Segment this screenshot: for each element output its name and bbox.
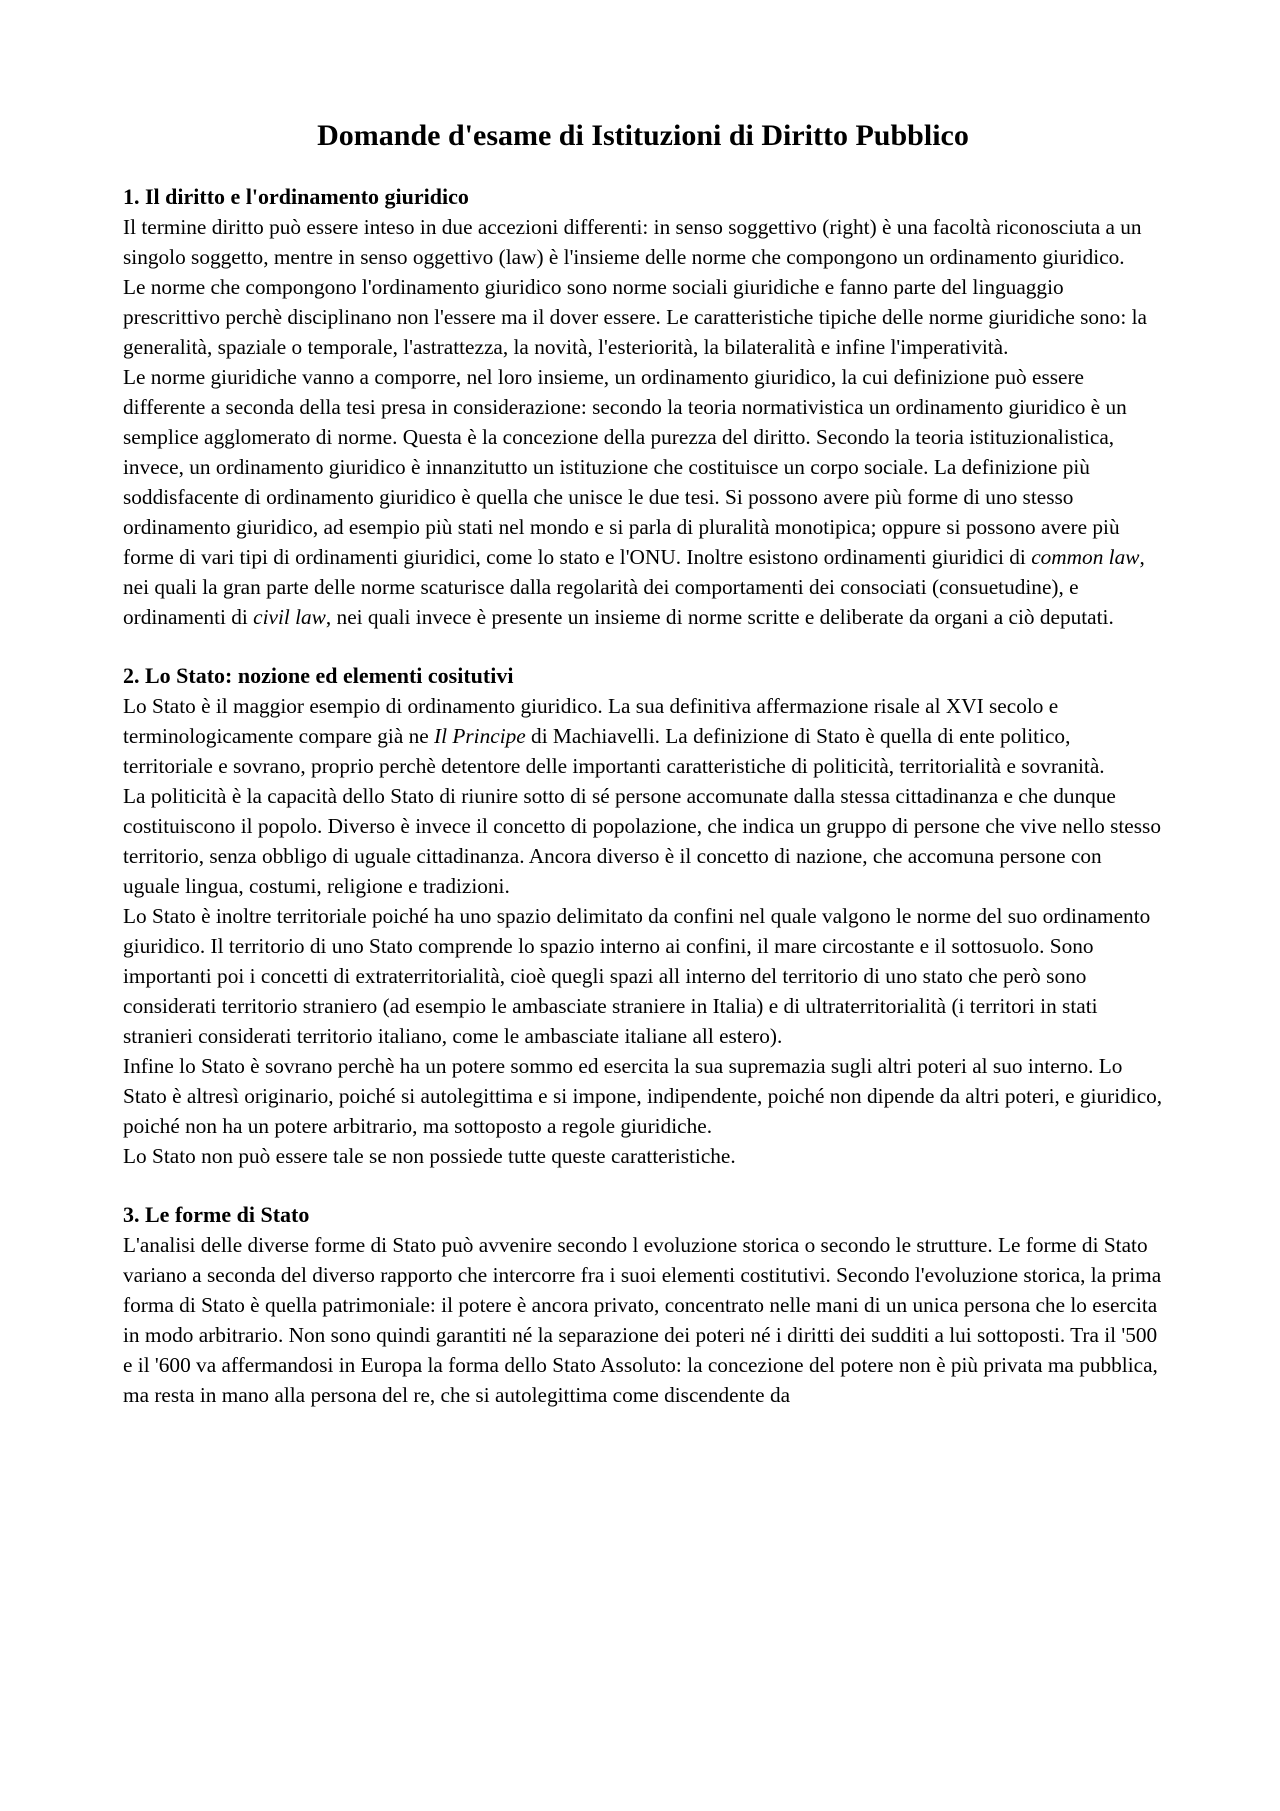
paragraph <box>123 212 1163 272</box>
text-run: Le norme giuridiche vanno a comporre, nel loro insieme, un ordinamento giuridico, la cui definizione può essere differente a seconda della tesi presa in considerazione: secondo la teoria normativistica un ordinamento giuridico è un semplice agglomerato di norme. Questa è la concezione della purezza del diritto. Secondo la teoria istituzionalistica, invece, un ordinamento giuridico è innanzitutto un istituzione che costituisce un corpo sociale. La definizione più soddisfacente di ordinamento giuridico è quella che unisce le due tesi. Si possono avere più forme di uno stesso ordinamento giuridico, ad esempio più stati nel mondo e si parla di pluralità monotipica; oppure si possono avere più forme di vari tipi di ordinamenti giuridici, come lo stato e l'ONU. Inoltre esistono ordinamenti giuridici di <box>123 365 1127 569</box>
paragraph <box>123 901 1163 1051</box>
paragraph <box>123 781 1163 901</box>
paragraph <box>123 1230 1163 1410</box>
paragraph <box>123 362 1163 632</box>
section-2 <box>123 661 1163 1171</box>
text-run: Le norme che compongono l'ordinamento giuridico sono norme sociali giuridiche e fanno parte del linguaggio prescrittivo perchè disciplinano non l'essere ma il dover essere. Le caratteristiche tipiche delle norme giuridiche sono: la generalità, spaziale o temporale, l'astrattezza, la novità, l'esteriorità, la bilateralità e infine l'imperatività. <box>123 275 1147 359</box>
paragraph <box>123 691 1163 781</box>
text-run: Infine lo Stato è sovrano perchè ha un potere sommo ed esercita la sua supremazia sugli altri poteri al suo interno. Lo Stato è altresì originario, poiché si autolegittima e si impone, indipendente, poiché non dipende da altri poteri, e giuridico, poiché non ha un potere arbitrario, ma sottoposto a regole giuridiche. <box>123 1054 1163 1138</box>
text-run: Lo Stato è inoltre territoriale poiché ha uno spazio delimitato da confini nel quale valgono le norme del suo ordinamento giuridico. Il territorio di uno Stato comprende lo spazio interno ai confini, il mare circostante e il sottosuolo. Sono importanti poi i concetti di extraterritorialità, cioè quegli spazi all interno del territorio di uno stato che però sono considerati territorio straniero (ad esempio le ambasciate straniere in Italia) e di ultraterritorialità (i territori in stati stranieri considerati territorio italiano, come le ambasciate italiane all estero). <box>123 904 1151 1048</box>
italic-title: Il Principe <box>434 724 526 748</box>
paragraph <box>123 1141 1163 1171</box>
paragraph <box>123 272 1163 362</box>
text-run: , nei quali invece è presente un insieme di norme scritte e deliberate da organi a ciò deputati. <box>325 605 1114 629</box>
text-run: di Machiavelli. La definizione di Stato è quella di ente politico, territoriale e sovrano, proprio perchè detentore delle importanti caratteristiche di politicità, territorialità e sovranità. <box>123 724 1105 778</box>
section-3 <box>123 1200 1163 1410</box>
document-page <box>123 118 1163 1439</box>
italic-term: civil law <box>253 605 326 629</box>
section-heading: 3. Le forme di Stato <box>123 1202 310 1227</box>
document-title: Domande d'esame di Istituzioni di Diritto Pubblico <box>317 119 969 152</box>
text-run: , nei quali la gran parte delle norme scaturisce dalla regolarità dei comportamenti dei consociati (consuetudine), e ordinamenti di <box>123 545 1145 629</box>
text-run: L'analisi delle diverse forme di Stato può avvenire secondo l evoluzione storica o secondo le strutture. Le forme di Stato variano a seconda del diverso rapporto che intercorre fra i suoi elementi costitutivi. Secondo l'evoluzione storica, la prima forma di Stato è quella patrimoniale: il potere è ancora privato, concentrato nelle mani di un unica persona che lo esercita in modo arbitrario. Non sono quindi garantiti né la separazione dei poteri né i diritti dei sudditi a lui sottoposti. Tra il '500 e il '600 va affermandosi in Europa la forma dello Stato Assoluto: la concezione del potere non è più privata ma pubblica, ma resta in mano alla persona del re, che si autolegittima come discendente da <box>123 1233 1162 1407</box>
text-run: Lo Stato non può essere tale se non possiede tutte queste caratteristiche. <box>123 1144 736 1168</box>
italic-term: common law <box>1031 545 1140 569</box>
section-heading: 2. Lo Stato: nozione ed elementi cositutivi <box>123 663 514 688</box>
text-run: Lo Stato è il maggior esempio di ordinamento giuridico. La sua definitiva affermazione risale al XVI secolo e terminologicamente compare già ne <box>123 694 1059 748</box>
section-heading: 1. Il diritto e l'ordinamento giuridico <box>123 184 469 209</box>
section-1 <box>123 182 1163 632</box>
text-run: Il termine diritto può essere inteso in due accezioni differenti: in senso soggettivo (right) è una facoltà riconosciuta a un singolo soggetto, mentre in senso oggettivo (law) è l'insieme delle norme che compongono un ordinamento giuridico. <box>123 215 1142 269</box>
paragraph <box>123 1051 1163 1141</box>
text-run: La politicità è la capacità dello Stato di riunire sotto di sé persone accomunate dalla stessa cittadinanza e che dunque costituiscono il popolo. Diverso è invece il concetto di popolazione, che indica un gruppo di persone che vive nello stesso territorio, senza obbligo di uguale cittadinanza. Ancora diverso è il concetto di nazione, che accomuna persone con uguale lingua, costumi, religione e tradizioni. <box>123 784 1161 898</box>
